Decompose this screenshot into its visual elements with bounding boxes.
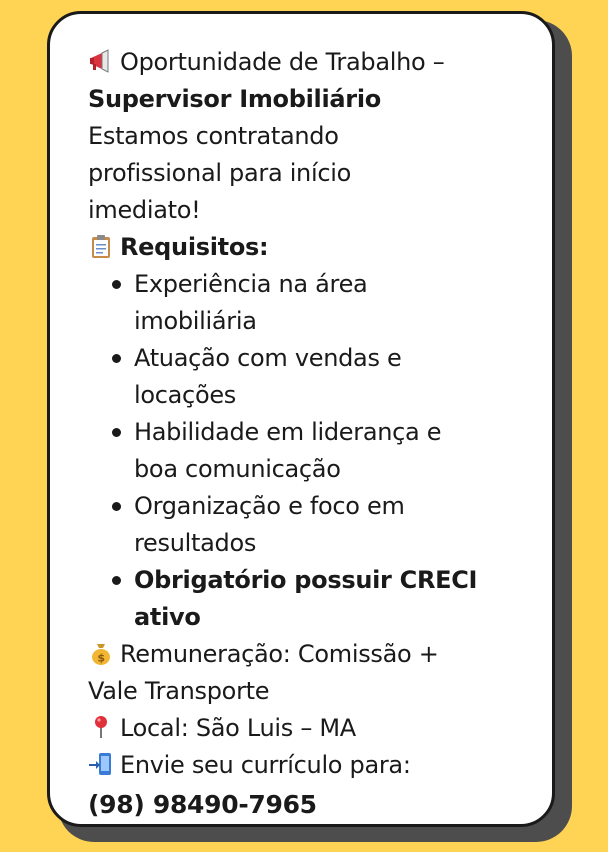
list-item-line-1: Obrigatório possuir CRECI <box>134 566 478 594</box>
phone-number[interactable]: (98) 98490-7965 <box>88 790 317 819</box>
title-text: Oportunidade de Trabalho – <box>120 48 445 76</box>
list-item <box>112 414 522 488</box>
requirements-heading-text: Requisitos: <box>120 233 269 261</box>
compensation-text: Remuneração: Comissão + <box>120 640 439 668</box>
intro-line-1: Estamos contratando <box>88 122 339 150</box>
location-line <box>88 710 522 747</box>
job-title: Supervisor Imobiliário <box>88 85 381 113</box>
bullet <box>112 354 121 363</box>
compensation-line-1 <box>88 636 522 673</box>
megaphone-icon <box>88 48 114 74</box>
bullet <box>112 428 121 437</box>
requirements-heading <box>88 229 522 266</box>
list-item <box>112 340 522 414</box>
title-line <box>88 44 522 81</box>
round-pushpin-icon <box>88 714 114 740</box>
requirements-list <box>88 266 522 636</box>
list-item-line-2: resultados <box>134 529 257 557</box>
list-item-required <box>112 562 522 636</box>
list-item-line-1: Experiência na área <box>134 270 368 298</box>
contact-text: Envie seu currículo para: <box>120 751 411 779</box>
job-posting-card <box>47 11 555 827</box>
bullet <box>112 502 121 511</box>
list-item-line-2: ativo <box>134 603 201 631</box>
compensation-line-2: Vale Transporte <box>88 677 270 705</box>
list-item <box>112 488 522 562</box>
list-item-line-2: imobiliária <box>134 307 257 335</box>
list-item <box>112 266 522 340</box>
svg-text:$: $ <box>97 651 105 665</box>
list-item-line-2: locações <box>134 381 237 409</box>
list-item-line-1: Habilidade em liderança e <box>134 418 442 446</box>
list-item-line-1: Atuação com vendas e <box>134 344 402 372</box>
intro-line-3: imediato! <box>88 196 201 224</box>
money-bag-icon <box>88 640 114 666</box>
intro-line-2: profissional para início <box>88 159 351 187</box>
location-text: Local: São Luis – MA <box>120 714 356 742</box>
bullet <box>112 576 121 585</box>
bullet <box>112 280 121 289</box>
clipboard-icon <box>88 233 114 259</box>
list-item-line-2: boa comunicação <box>134 455 341 483</box>
list-item-line-1: Organização e foco em <box>134 492 405 520</box>
mobile-phone-arrow-icon <box>88 751 114 777</box>
contact-line <box>88 747 522 784</box>
